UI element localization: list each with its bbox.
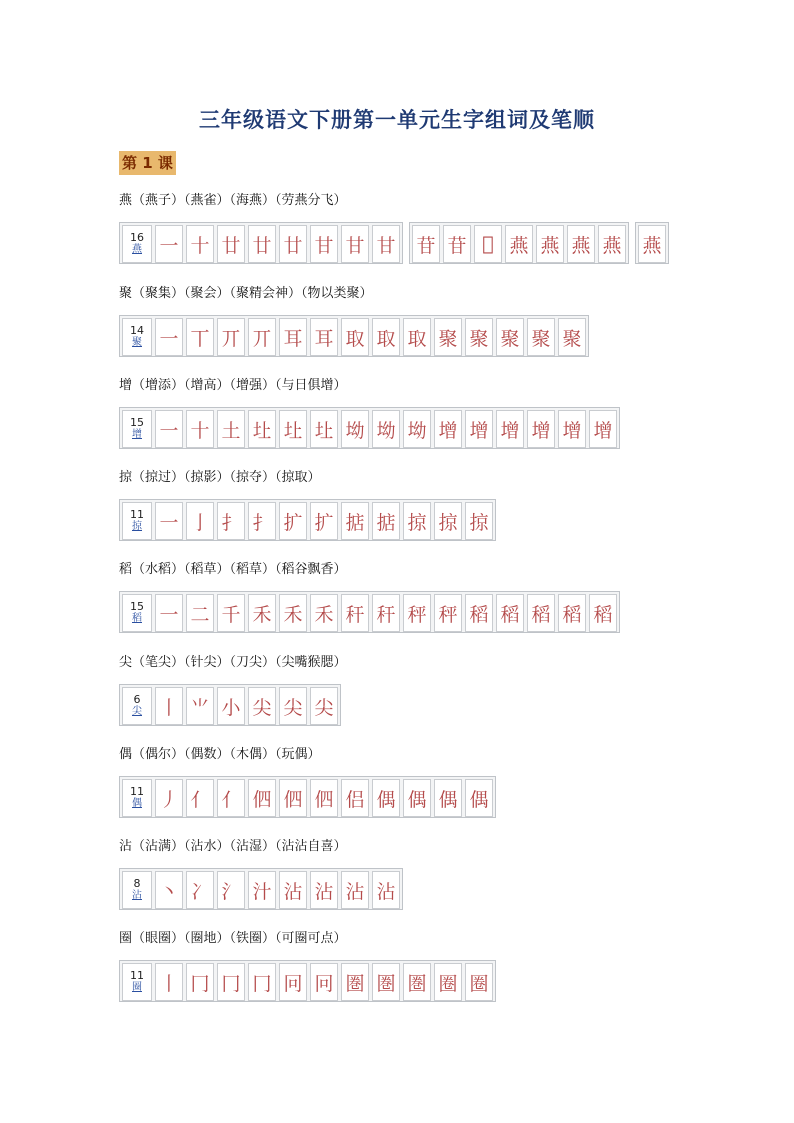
stroke-count: 11 bbox=[130, 969, 144, 982]
stroke-count: 15 bbox=[130, 600, 144, 613]
stroke-step-cell: 侣 bbox=[341, 779, 369, 817]
stroke-step-cell: 燕 bbox=[567, 225, 595, 263]
stroke-step-cell: 圵 bbox=[248, 410, 276, 448]
stroke-step-cell: 冋 bbox=[310, 963, 338, 1001]
stroke-step-cell: 冫 bbox=[186, 871, 214, 909]
stroke-step-cell: 苷 bbox=[412, 225, 440, 263]
stroke-step-cell: 小 bbox=[217, 687, 245, 725]
stroke-step-cell: 冂 bbox=[217, 963, 245, 1001]
stroke-group bbox=[119, 591, 620, 633]
stroke-step-cell: 冂 bbox=[248, 963, 276, 1001]
stroke-step-cell: 稻 bbox=[527, 594, 555, 632]
character-link[interactable]: 掠 bbox=[132, 521, 142, 532]
stroke-count-box bbox=[122, 594, 152, 632]
stroke-step-cell: 掠 bbox=[465, 502, 493, 540]
stroke-order-strip bbox=[119, 776, 502, 818]
word-list: 偶（偶尔）（偶数）（木偶）（玩偶） bbox=[119, 747, 321, 762]
character-link[interactable]: 燕 bbox=[132, 244, 142, 255]
stroke-step-cell: 尖 bbox=[248, 687, 276, 725]
stroke-step-cell: 一 bbox=[155, 502, 183, 540]
stroke-step-cell: 圈 bbox=[465, 963, 493, 1001]
stroke-step-cell: 氵 bbox=[217, 871, 245, 909]
stroke-step-cell: 稻 bbox=[589, 594, 617, 632]
stroke-step-cell: 稻 bbox=[465, 594, 493, 632]
character-entry bbox=[119, 469, 489, 534]
stroke-step-cell: 廿 bbox=[248, 225, 276, 263]
stroke-step-cell: 圏 bbox=[372, 963, 400, 1001]
stroke-step-cell: 稻 bbox=[496, 594, 524, 632]
word-list: 增（增添）（增高）（增强）（与日俱增） bbox=[119, 378, 347, 393]
stroke-step-cell: 偶 bbox=[465, 779, 493, 817]
stroke-step-cell: 聚 bbox=[496, 318, 524, 356]
stroke-step-cell: 坳 bbox=[403, 410, 431, 448]
word-list: 掠（掠过）（掠影）（掠夺）（掠取） bbox=[119, 470, 321, 485]
stroke-step-cell: 冋 bbox=[279, 963, 307, 1001]
character-entry bbox=[119, 377, 613, 442]
stroke-step-cell: 丿 bbox=[155, 779, 183, 817]
stroke-step-cell: 扌 bbox=[217, 502, 245, 540]
character-entry bbox=[119, 654, 347, 719]
word-list: 稻（水稻）（稻草）（稻草）（稻谷飘香） bbox=[119, 562, 347, 577]
stroke-count: 11 bbox=[130, 785, 144, 798]
stroke-step-cell: 增 bbox=[496, 410, 524, 448]
stroke-step-cell: 甘 bbox=[372, 225, 400, 263]
stroke-step-cell: 耳 bbox=[310, 318, 338, 356]
stroke-step-cell: 尖 bbox=[279, 687, 307, 725]
character-entry bbox=[119, 285, 582, 350]
stroke-order-strip bbox=[119, 960, 502, 1002]
stroke-step-cell: 十 bbox=[186, 410, 214, 448]
stroke-step-cell: 燕 bbox=[598, 225, 626, 263]
stroke-step-cell: 秤 bbox=[403, 594, 431, 632]
character-link[interactable]: 偶 bbox=[132, 798, 142, 809]
word-list: 燕（燕子）（燕雀）（海燕）（劳燕分飞） bbox=[119, 193, 347, 208]
stroke-step-cell: 聚 bbox=[465, 318, 493, 356]
character-entry bbox=[119, 838, 396, 903]
stroke-step-cell: 冂 bbox=[186, 963, 214, 1001]
stroke-step-cell: 稻 bbox=[558, 594, 586, 632]
stroke-step-cell: 丌 bbox=[248, 318, 276, 356]
lesson-heading: 第 1 课 bbox=[119, 151, 176, 175]
stroke-step-cell: 燕 bbox=[536, 225, 564, 263]
stroke-step-cell: 一 bbox=[155, 225, 183, 263]
stroke-step-cell: 丨 bbox=[155, 687, 183, 725]
stroke-step-cell: 增 bbox=[434, 410, 462, 448]
stroke-step-cell: 伵 bbox=[248, 779, 276, 817]
stroke-count-box bbox=[122, 779, 152, 817]
stroke-step-cell: 伵 bbox=[310, 779, 338, 817]
stroke-step-cell: 一 bbox=[155, 594, 183, 632]
stroke-order-strip bbox=[119, 499, 502, 541]
stroke-step-cell: 廿 bbox=[217, 225, 245, 263]
stroke-step-cell: 甘 bbox=[310, 225, 338, 263]
stroke-group bbox=[635, 222, 669, 264]
stroke-step-cell: 掂 bbox=[372, 502, 400, 540]
stroke-count: 8 bbox=[133, 877, 141, 890]
stroke-step-cell: 丌 bbox=[217, 318, 245, 356]
stroke-group bbox=[119, 960, 496, 1002]
word-list: 圈（眼圈）（圈地）（铁圈）（可圈可点） bbox=[119, 931, 347, 946]
stroke-step-cell: 秤 bbox=[434, 594, 462, 632]
stroke-step-cell: 𦭝 bbox=[474, 225, 502, 263]
stroke-step-cell: 圵 bbox=[279, 410, 307, 448]
stroke-step-cell: 坳 bbox=[341, 410, 369, 448]
stroke-step-cell: 扩 bbox=[279, 502, 307, 540]
stroke-step-cell: 丅 bbox=[186, 318, 214, 356]
stroke-step-cell: 禾 bbox=[310, 594, 338, 632]
stroke-step-cell: 沾 bbox=[279, 871, 307, 909]
stroke-step-cell: 亻 bbox=[217, 779, 245, 817]
stroke-step-cell: 增 bbox=[465, 410, 493, 448]
stroke-step-cell: 秆 bbox=[372, 594, 400, 632]
stroke-step-cell: 沾 bbox=[341, 871, 369, 909]
word-list: 聚（聚集）（聚会）（聚精会神）（物以类聚） bbox=[119, 286, 373, 301]
stroke-step-cell: 增 bbox=[527, 410, 555, 448]
stroke-step-cell: 土 bbox=[217, 410, 245, 448]
stroke-step-cell: 掠 bbox=[403, 502, 431, 540]
stroke-count-box bbox=[122, 225, 152, 263]
stroke-step-cell: 一 bbox=[155, 410, 183, 448]
character-link[interactable]: 尖 bbox=[132, 706, 142, 717]
stroke-count-box bbox=[122, 963, 152, 1001]
stroke-step-cell: 沾 bbox=[372, 871, 400, 909]
stroke-count-box bbox=[122, 410, 152, 448]
stroke-step-cell: 亅 bbox=[186, 502, 214, 540]
stroke-step-cell: 一 bbox=[155, 318, 183, 356]
stroke-step-cell: 亻 bbox=[186, 779, 214, 817]
stroke-step-cell: 苷 bbox=[443, 225, 471, 263]
stroke-step-cell: 耳 bbox=[279, 318, 307, 356]
stroke-order-strip bbox=[119, 222, 675, 264]
stroke-step-cell: 偶 bbox=[403, 779, 431, 817]
stroke-step-cell: 燕 bbox=[505, 225, 533, 263]
character-entry bbox=[119, 746, 489, 811]
character-link[interactable]: 聚 bbox=[132, 337, 142, 348]
stroke-order-strip bbox=[119, 868, 409, 910]
character-link[interactable]: 圈 bbox=[132, 982, 142, 993]
stroke-order-strip bbox=[119, 684, 347, 726]
stroke-group bbox=[119, 868, 403, 910]
character-entry bbox=[119, 561, 613, 626]
stroke-step-cell: 扩 bbox=[310, 502, 338, 540]
stroke-step-cell: 增 bbox=[558, 410, 586, 448]
character-link[interactable]: 增 bbox=[132, 429, 142, 440]
stroke-group bbox=[119, 684, 341, 726]
stroke-step-cell: 圈 bbox=[434, 963, 462, 1001]
stroke-step-cell: 圵 bbox=[310, 410, 338, 448]
character-link[interactable]: 稻 bbox=[132, 613, 142, 624]
stroke-step-cell: 沾 bbox=[310, 871, 338, 909]
stroke-group bbox=[119, 776, 496, 818]
stroke-step-cell: 汁 bbox=[248, 871, 276, 909]
character-entry bbox=[119, 930, 489, 995]
stroke-count: 15 bbox=[130, 416, 144, 429]
stroke-step-cell: 掠 bbox=[434, 502, 462, 540]
word-list: 尖（笔尖）（针尖）（刀尖）（尖嘴猴腮） bbox=[119, 655, 347, 670]
stroke-step-cell: 偶 bbox=[372, 779, 400, 817]
stroke-step-cell: 取 bbox=[372, 318, 400, 356]
stroke-count: 11 bbox=[130, 508, 144, 521]
stroke-step-cell: 廿 bbox=[279, 225, 307, 263]
stroke-step-cell: 秆 bbox=[341, 594, 369, 632]
stroke-step-cell: 甘 bbox=[341, 225, 369, 263]
stroke-group bbox=[409, 222, 629, 264]
stroke-count: 6 bbox=[133, 693, 141, 706]
stroke-step-cell: 取 bbox=[341, 318, 369, 356]
stroke-order-strip bbox=[119, 315, 595, 357]
stroke-step-cell: 十 bbox=[186, 225, 214, 263]
stroke-step-cell: 坳 bbox=[372, 410, 400, 448]
stroke-group bbox=[119, 222, 403, 264]
stroke-step-cell: 燕 bbox=[638, 225, 666, 263]
stroke-step-cell: 丨 bbox=[155, 963, 183, 1001]
stroke-step-cell: 聚 bbox=[558, 318, 586, 356]
stroke-step-cell: 禾 bbox=[248, 594, 276, 632]
stroke-step-cell: 偶 bbox=[434, 779, 462, 817]
stroke-step-cell: 丶 bbox=[155, 871, 183, 909]
stroke-step-cell: ⺌ bbox=[186, 687, 214, 725]
stroke-step-cell: 扌 bbox=[248, 502, 276, 540]
stroke-step-cell: 二 bbox=[186, 594, 214, 632]
stroke-step-cell: 伵 bbox=[279, 779, 307, 817]
stroke-group bbox=[119, 407, 620, 449]
character-link[interactable]: 沾 bbox=[132, 890, 142, 901]
stroke-step-cell: 圏 bbox=[341, 963, 369, 1001]
stroke-count-box bbox=[122, 871, 152, 909]
stroke-group bbox=[119, 315, 589, 357]
word-list: 沾（沾满）（沾水）（沾湿）（沾沾自喜） bbox=[119, 839, 347, 854]
stroke-count-box bbox=[122, 502, 152, 540]
stroke-order-strip bbox=[119, 407, 626, 449]
stroke-step-cell: 增 bbox=[589, 410, 617, 448]
stroke-step-cell: 尖 bbox=[310, 687, 338, 725]
character-entry bbox=[119, 192, 662, 257]
stroke-step-cell: 取 bbox=[403, 318, 431, 356]
stroke-group bbox=[119, 499, 496, 541]
stroke-step-cell: 禾 bbox=[279, 594, 307, 632]
page-title: 三年级语文下册第一单元生字组词及笔顺 bbox=[199, 107, 595, 132]
stroke-step-cell: 掂 bbox=[341, 502, 369, 540]
stroke-step-cell: 圏 bbox=[403, 963, 431, 1001]
stroke-count-box bbox=[122, 687, 152, 725]
stroke-count: 14 bbox=[130, 324, 144, 337]
stroke-step-cell: 聚 bbox=[527, 318, 555, 356]
stroke-step-cell: 聚 bbox=[434, 318, 462, 356]
stroke-count-box bbox=[122, 318, 152, 356]
stroke-order-strip bbox=[119, 591, 626, 633]
stroke-step-cell: 千 bbox=[217, 594, 245, 632]
stroke-count: 16 bbox=[130, 231, 144, 244]
